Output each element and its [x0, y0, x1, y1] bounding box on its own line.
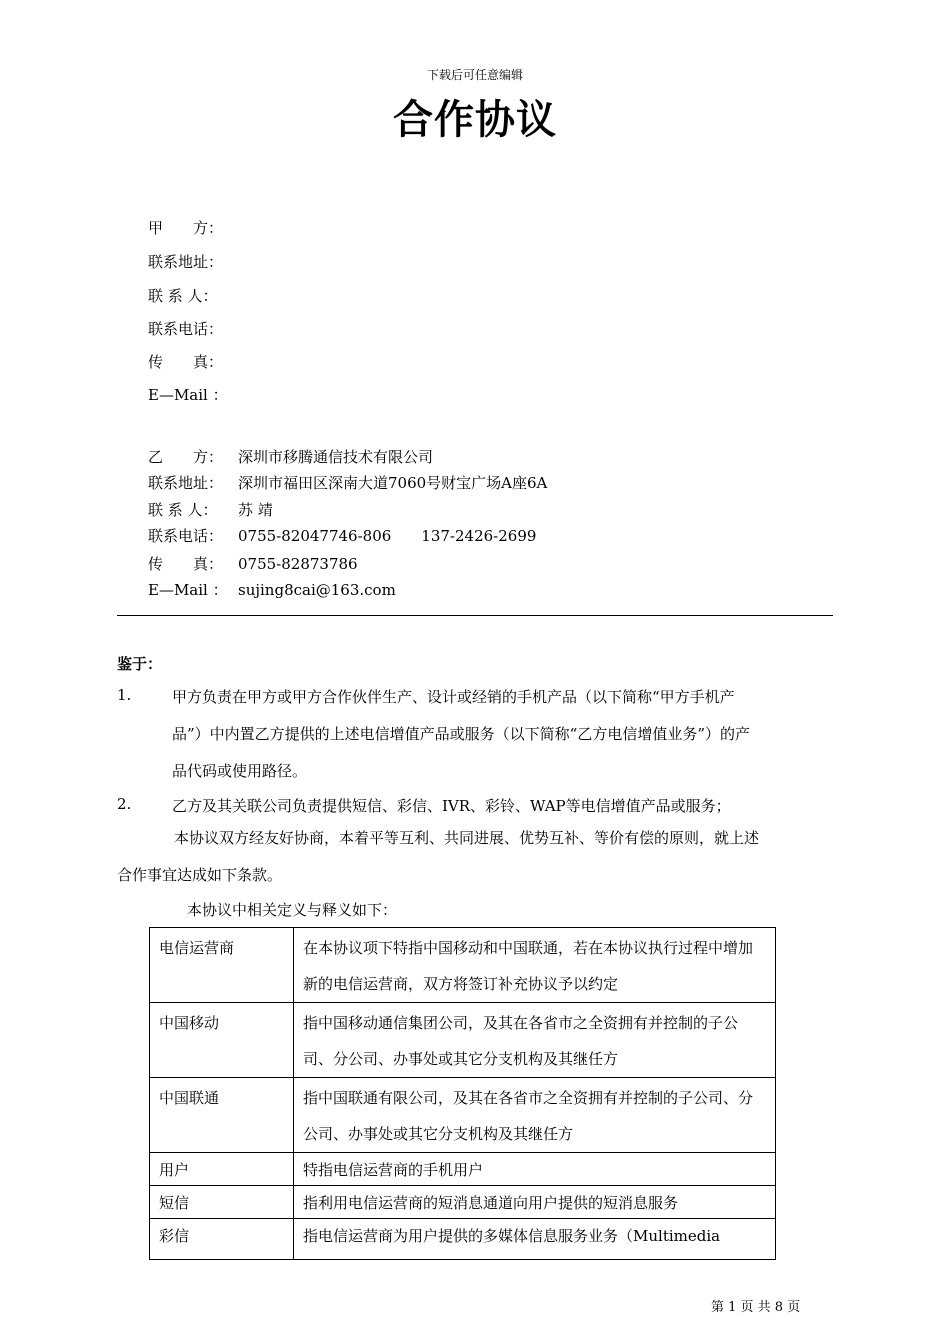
definition-desc: 指利用电信运营商的短消息通道向用户提供的短消息服务 — [294, 1186, 776, 1219]
definition-term: 彩信 — [150, 1219, 294, 1260]
clause-1-number: 1. — [117, 686, 132, 704]
table-row — [150, 1153, 776, 1186]
definition-desc: 指中国联通有限公司，及其在各省市之全资拥有并控制的子公司、分公司、办事处或其它分支机构及其继任方 — [294, 1078, 776, 1153]
party-b-fax-label: 传 真： — [148, 555, 224, 573]
party-a-fax-row — [148, 351, 238, 372]
clause-1-line-1: 甲方负责在甲方或甲方合作伙伴生产、设计或经销的手机产品（以下简称“甲方手机产 — [172, 688, 735, 706]
definition-desc: 在本协议项下特指中国移动和中国联通，若在本协议执行过程中增加新的电信运营商，双方将签订补充协议予以约定 — [294, 928, 776, 1003]
definition-desc: 特指电信运营商的手机用户 — [294, 1153, 776, 1186]
party-a-name-row — [148, 217, 238, 238]
section-divider — [117, 615, 833, 616]
party-a-contact-row — [148, 285, 238, 306]
definition-term: 用户 — [150, 1153, 294, 1186]
party-a-address-label: 联系地址： — [148, 253, 224, 271]
party-a-name-label: 甲 方： — [148, 219, 224, 237]
party-b-fax-row — [148, 553, 358, 574]
definition-desc: 指电信运营商为用户提供的多媒体信息服务业务（Multimedia — [294, 1219, 776, 1260]
party-b-phone-row — [148, 525, 536, 546]
intro-line-2: 合作事宜达成如下条款。 — [117, 866, 283, 884]
definitions-intro: 本协议中相关定义与释义如下： — [187, 901, 398, 919]
clause-1-line-2: 品”）中内置乙方提供的上述电信增值产品或服务（以下简称“乙方电信增值业务”）的产 — [172, 725, 751, 743]
page-footer: 第 1 页 共 8 页 — [711, 1300, 801, 1315]
table-row — [150, 1219, 776, 1260]
party-a-phone-label: 联系电话： — [148, 320, 224, 338]
clause-2-line-1: 乙方及其关联公司负责提供短信、彩信、IVR、彩铃、WAP等电信增值产品或服务； — [172, 797, 731, 815]
party-b-contact-value: 苏 靖 — [238, 501, 273, 519]
party-a-phone-row — [148, 318, 238, 339]
table-row — [150, 928, 776, 1003]
party-b-email-label: E—Mail ： — [148, 581, 228, 599]
party-b-name-row — [148, 446, 433, 467]
party-a-email-label: E—Mail ： — [148, 386, 228, 404]
document-title: 合作协议 — [393, 97, 557, 143]
definition-desc: 指中国移动通信集团公司，及其在各省市之全资拥有并控制的子公司、分公司、办事处或其它分支机构及其继任方 — [294, 1003, 776, 1078]
party-b-phone-label: 联系电话： — [148, 527, 224, 545]
clause-2-number: 2. — [117, 795, 132, 813]
party-a-contact-label: 联 系 人： — [148, 287, 218, 305]
intro-line-1: 本协议双方经友好协商，本着平等互利、共同进展、优势互补、等价有偿的原则，就上述 — [174, 829, 760, 847]
clause-1-line-3: 品代码或使用路径。 — [172, 762, 308, 780]
definition-term: 短信 — [150, 1186, 294, 1219]
table-row — [150, 1186, 776, 1219]
party-b-address-label: 联系地址： — [148, 474, 224, 492]
party-b-address-value: 深圳市福田区深南大道7060号财宝广场A座6A — [238, 474, 548, 492]
party-a-email-row — [148, 384, 238, 405]
party-b-fax-value: 0755-82873786 — [238, 555, 358, 573]
table-row — [150, 1003, 776, 1078]
party-a-address-row — [148, 251, 238, 272]
definition-term: 中国移动 — [150, 1003, 294, 1078]
party-b-phone-value: 0755-82047746-806 137-2426-2699 — [238, 527, 537, 545]
party-a-fax-label: 传 真： — [148, 353, 224, 371]
definitions-table — [149, 927, 776, 1260]
party-b-contact-label: 联 系 人： — [148, 501, 218, 519]
whereas-heading: 鉴于： — [117, 655, 163, 673]
party-b-contact-row — [148, 499, 273, 520]
definition-term: 中国联通 — [150, 1078, 294, 1153]
definition-term: 电信运营商 — [150, 928, 294, 1003]
party-b-address-row — [148, 472, 547, 493]
party-b-name-value: 深圳市移腾通信技术有限公司 — [238, 448, 434, 466]
party-b-name-label: 乙 方： — [148, 448, 224, 466]
party-b-email-value: sujing8cai@163.com — [238, 581, 396, 599]
table-row — [150, 1078, 776, 1153]
header-note: 下载后可任意编辑 — [426, 68, 523, 82]
party-b-email-row — [148, 579, 396, 600]
